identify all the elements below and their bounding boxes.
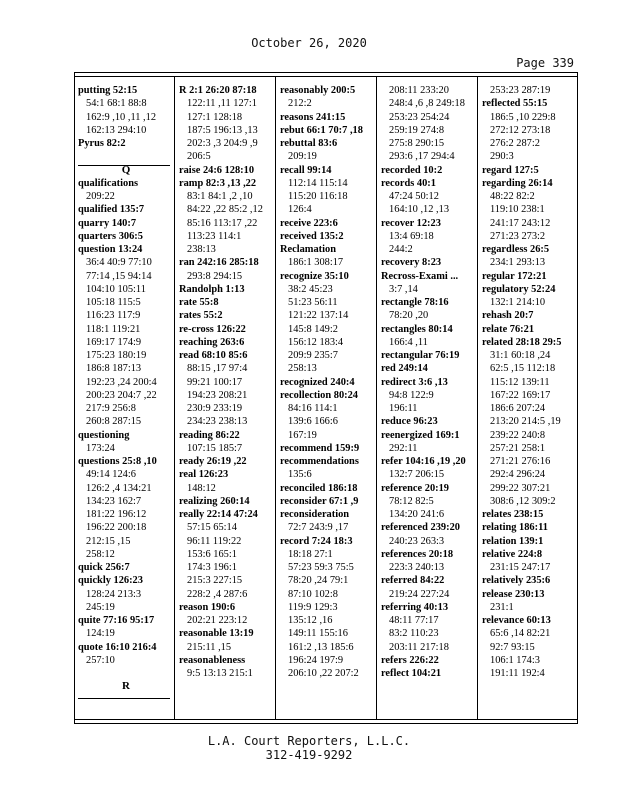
index-entry-reference: 271:21 276:16 [490, 456, 551, 467]
index-entry-reference: 174:3 196:1 [187, 562, 237, 573]
index-entry-reference [78, 150, 174, 163]
index-entry-term: recognized 240:4 [280, 376, 355, 388]
index-entry-reference: 65:6 ,14 82:21 [490, 628, 551, 640]
index-entry-reference: 209:19 [288, 151, 317, 163]
index-entry-reference: 200:23 204:7 ,22 [86, 389, 157, 401]
index-entry-term: ready 26:19 ,22 [179, 456, 247, 467]
index-entry-term: rectangles 80:14 [381, 323, 453, 335]
index-entry-reference: 234:1 293:13 [490, 257, 546, 269]
index-entry-reference: 231:15 247:17 [490, 562, 551, 573]
index-entry-term: record 7:24 18:3 [280, 535, 353, 547]
index-entry-reference: 272:12 273:18 [490, 124, 551, 136]
index-entry-reference: 88:15 ,17 97:4 [187, 363, 248, 375]
index-entry-reference: 38:2 45:23 [288, 283, 333, 295]
index-entry-reference: 31:1 60:18 ,24 [490, 350, 551, 361]
index-entry-reference: 196:22 200:18 [86, 522, 147, 534]
index-entry-term: recommend 159:9 [280, 442, 360, 454]
page-number: Page 339 [516, 56, 574, 70]
index-entry-term: recover 12:23 [381, 217, 441, 229]
index-entry-reference: 132:7 206:15 [389, 469, 445, 481]
index-entry-reference: 167:22 169:17 [490, 389, 551, 401]
index-entry-term: realizing 260:14 [179, 495, 250, 507]
index-entry-reference: 115:20 116:18 [288, 191, 348, 202]
index-entry-term: question 13:24 [78, 244, 143, 255]
index-entry-reference: 169:17 174:9 [86, 336, 142, 348]
index-entry-reference: 167:19 [288, 429, 317, 441]
index-entry-reference: 248:4 ,6 ,8 249:18 [389, 98, 465, 110]
index-entry-reference: 206:10 ,22 207:2 [288, 668, 359, 679]
index-entry-reference: 121:22 137:14 [288, 310, 349, 322]
index-entry-term: qualified 135:7 [78, 204, 145, 216]
index-entry-reference: 54:1 68:1 88:8 [86, 98, 147, 110]
index-entry-reference: 124:19 [86, 628, 115, 640]
index-entry-term: recall 99:14 [280, 164, 332, 176]
index-entry-term: ramp 82:3 ,13 ,22 [179, 177, 257, 189]
index-entry-reference: 258:13 [288, 363, 317, 375]
index-entry-reference: 119:9 129:3 [288, 601, 338, 613]
index-entry-term: references 20:18 [381, 548, 454, 560]
index-entry-term: quickly 126:23 [78, 575, 143, 587]
index-entry-reference: 134:23 162:7 [86, 495, 142, 507]
index-entry-reference: 308:6 ,12 309:2 [490, 495, 556, 507]
index-column-4 [381, 84, 477, 680]
index-entry-reference: 126:4 [288, 204, 312, 216]
index-entry-term: putting 52:15 [78, 85, 138, 96]
index-entry-term: refers 226:22 [381, 654, 439, 666]
index-entry-reference: 194:23 208:21 [187, 389, 248, 401]
index-entry-reference: 241:17 243:12 [490, 217, 551, 229]
index-entry-term: reading 86:22 [179, 429, 240, 441]
index-entry-reference: 292:11 [389, 442, 418, 454]
index-entry-term: reconsider 67:1 ,9 [280, 495, 359, 507]
index-entry-reference: 260:8 287:15 [86, 416, 142, 428]
index-entry-reference: 78:20 ,24 79:1 [288, 575, 349, 587]
index-entry-reference: 18:18 27:1 [288, 548, 333, 560]
index-entry-reference: 149:11 155:16 [288, 628, 348, 640]
index-entry-reference: 293:6 ,17 294:4 [389, 151, 455, 163]
index-entry-term: recovery 8:23 [381, 257, 442, 269]
index-entry-reference: 239:22 240:8 [490, 429, 546, 441]
index-entry-reference: 99:21 100:17 [187, 376, 243, 388]
index-column-5 [482, 84, 578, 680]
index-entry-reference: 259:19 274:8 [389, 124, 445, 136]
index-entry-reference: 156:12 183:4 [288, 336, 344, 348]
index-column-3 [280, 84, 376, 680]
index-entry-reference: 203:11 217:18 [389, 641, 449, 653]
index-entry-term: Recross-Exami ... [381, 270, 459, 282]
index-entry-reference: 253:23 254:24 [389, 111, 450, 123]
index-entry-term: reaching 263:6 [179, 336, 245, 348]
index-entry-reference: 128:24 213:3 [86, 588, 142, 600]
index-entry-reference: 83:2 110:23 [389, 628, 439, 640]
index-entry-reference: 215:3 227:15 [187, 575, 243, 587]
index-entry-term: regard 127:5 [482, 164, 539, 176]
index-entry-reference: 299:22 307:21 [490, 482, 551, 494]
index-entry-term: Reclamation [280, 244, 336, 255]
index-entry-term: referred 84:22 [381, 575, 445, 587]
index-entry-term: relative 224:8 [482, 548, 543, 560]
index-entry-reference: 166:4 ,11 [389, 336, 428, 348]
index-entry-term: relates 238:15 [482, 509, 544, 520]
index-entry-reference: 62:5 ,15 112:18 [490, 363, 556, 375]
index-entry-reference: 215:11 ,15 [187, 641, 232, 653]
index-entry-reference: 175:23 180:19 [86, 350, 147, 361]
index-entry-reference: 127:1 128:18 [187, 111, 243, 123]
index-entry-term: redirect 3:6 ,13 [381, 376, 448, 388]
index-entry-reference: 57:23 59:3 75:5 [288, 562, 354, 573]
index-entry-reference: 92:7 93:15 [490, 641, 535, 653]
index-entry-reference: 257:21 258:1 [490, 442, 546, 454]
index-entry-term: relation 139:1 [482, 535, 544, 547]
index-entry-term: referenced 239:20 [381, 522, 460, 534]
index-entry-reference [78, 667, 174, 680]
index-entry-term: relating 186:11 [482, 522, 548, 534]
index-entry-reference: 258:12 [86, 548, 115, 560]
index-entry-reference: 181:22 196:12 [86, 509, 147, 520]
index-entry-term: reflect 104:21 [381, 668, 442, 679]
index-entry-term: relatively 235:6 [482, 575, 551, 587]
index-entry-reference: 115:12 139:11 [490, 376, 550, 388]
index-entry-reference: 292:4 296:24 [490, 469, 546, 481]
index-entry-reference: 106:1 174:3 [490, 654, 540, 666]
index-entry-reference: 118:1 119:21 [86, 323, 141, 335]
index-entry-reference: 132:1 214:10 [490, 297, 546, 308]
index-entry-reference: 9:5 13:13 215:1 [187, 668, 253, 679]
index-entry-reference: 202:21 223:12 [187, 615, 248, 626]
index-entry-term: received 135:2 [280, 230, 344, 242]
index-entry-reference: 196:24 197:9 [288, 654, 344, 666]
letter-heading: Q [121, 163, 131, 176]
index-entry-reference: 234:23 238:13 [187, 416, 248, 428]
index-entry-term: rehash 20:7 [482, 310, 534, 322]
index-entry-reference: 112:14 115:14 [288, 177, 348, 189]
index-entry-term: reduce 96:23 [381, 416, 438, 428]
index-entry-reference: 191:11 192:4 [490, 668, 545, 679]
index-entry-reference: 196:11 [389, 403, 418, 414]
index-entry-term: referring 40:13 [381, 601, 449, 613]
index-entry-term: reasons 241:15 [280, 111, 346, 123]
index-entry-term: records 40:1 [381, 177, 436, 189]
index-entry-reference: 253:23 287:19 [490, 85, 551, 96]
index-entry-reference: 135:6 [288, 469, 312, 481]
index-entry-term: quite 77:16 95:17 [78, 615, 155, 626]
index-entry-reference: 135:12 ,16 [288, 615, 333, 626]
index-entry-term: reenergized 169:1 [381, 429, 460, 441]
index-entry-reference: 78:12 82:5 [389, 495, 434, 507]
index-entry-term: release 230:13 [482, 588, 545, 600]
index-entry-reference: 161:2 ,13 185:6 [288, 641, 354, 653]
index-entry-term: refer 104:16 ,19 ,20 [381, 456, 466, 467]
index-entry-reference: 153:6 165:1 [187, 548, 237, 560]
footer-company: L.A. Court Reporters, L.L.C. [207, 734, 411, 748]
index-entry-reference: 13:4 69:18 [389, 230, 434, 242]
index-entry-reference: 244:2 [389, 244, 413, 255]
index-entry-reference: 164:10 ,12 ,13 [389, 204, 450, 216]
index-entry-term: rebuttal 83:6 [280, 138, 338, 149]
index-entry-term: red 249:14 [381, 363, 428, 375]
index-entry-term: Randolph 1:13 [179, 283, 245, 295]
index-entry-term: rectangular 76:19 [381, 350, 460, 361]
index-entry-reference: 134:20 241:6 [389, 509, 445, 520]
index-entry-term: ran 242:16 285:18 [179, 257, 259, 269]
index-entry-reference: 271:23 273:2 [490, 230, 546, 242]
index-entry-term: qualifications [78, 177, 139, 189]
index-entry-reference: 223:3 240:13 [389, 562, 445, 573]
index-entry-reference: 186:8 187:13 [86, 363, 142, 375]
index-entry-reference: 209:22 [86, 191, 115, 202]
index-entry-reference: 145:8 149:2 [288, 323, 338, 335]
index-entry-term: read 68:10 85:6 [179, 350, 248, 361]
index-column-2 [179, 84, 275, 680]
index-entry-term: relate 76:21 [482, 323, 535, 335]
index-entry-reference: 186:5 ,10 229:8 [490, 111, 556, 123]
index-entry-reference: 85:16 113:17 ,22 [187, 217, 258, 229]
index-entry-term: reasonable 13:19 [179, 628, 254, 640]
index-entry-term: questioning [78, 429, 130, 441]
index-entry-reference: 212:15 ,15 [86, 535, 131, 547]
transcript-date: October 26, 2020 [251, 36, 367, 50]
index-entry-reference: 212:2 [288, 98, 312, 110]
column-divider [275, 76, 276, 720]
index-entry-term: raise 24:6 128:10 [179, 164, 255, 176]
index-bottom-rule [74, 719, 578, 720]
index-entry-term: regulatory 52:24 [482, 283, 556, 295]
index-entry-reference: 240:23 263:3 [389, 535, 445, 547]
index-entry-term: reason 190:6 [179, 601, 236, 613]
index-entry-reference: 48:11 77:17 [389, 615, 439, 626]
index-entry-term: recorded 10:2 [381, 164, 443, 176]
footer-phone: 312-419-9292 [265, 748, 353, 762]
index-entry-reference: 84:22 ,22 85:2 ,12 [187, 204, 263, 216]
index-entry-term: regular 172:21 [482, 270, 547, 282]
index-entry-term: rates 55:2 [179, 310, 223, 322]
index-entry-reference: 104:10 105:11 [86, 283, 146, 295]
index-entry-reference: 208:11 233:20 [389, 85, 449, 96]
index-entry-reference: 230:9 233:19 [187, 403, 243, 414]
index-entry-reference: 290:3 [490, 151, 514, 163]
index-entry-term: reconciled 186:18 [280, 482, 358, 494]
index-entry-reference: 187:5 196:13 ,13 [187, 124, 258, 136]
index-entry-reference: 105:18 115:5 [86, 297, 141, 308]
index-entry-term: regardless 26:5 [482, 244, 550, 255]
index-entry-reference: 57:15 65:14 [187, 522, 237, 534]
index-entry-reference: 47:24 50:12 [389, 191, 439, 202]
index-entry-term: R 2:1 26:20 87:18 [179, 85, 257, 96]
index-entry-reference: 231:1 [490, 601, 514, 613]
index-entry-reference: 186:1 308:17 [288, 257, 344, 269]
index-entry-reference: 162:13 294:10 [86, 124, 147, 136]
index-entry-reference: 293:8 294:15 [187, 270, 243, 282]
index-entry-reference: 94:8 122:9 [389, 389, 434, 401]
index-entry-reference: 83:1 84:1 ,2 ,10 [187, 191, 253, 202]
index-entry-term: really 22:14 47:24 [179, 509, 258, 520]
index-column-1 [78, 84, 174, 694]
index-entry-reference: 48:22 82:2 [490, 191, 535, 202]
index-entry-term: relevance 60:13 [482, 615, 551, 626]
index-entry-reference: 275:8 290:15 [389, 138, 445, 149]
letter-heading: R [122, 680, 130, 693]
index-entry-reference: 139:6 166:6 [288, 416, 338, 428]
index-entry-term: recognize 35:10 [280, 270, 349, 282]
index-entry-reference: 148:12 [187, 482, 216, 494]
index-entry-term: rectangle 78:16 [381, 297, 449, 308]
index-entry-term: reasonableness [179, 654, 246, 666]
index-entry-reference: 96:11 119:22 [187, 535, 242, 547]
index-entry-term: recommendations [280, 456, 359, 467]
index-entry-term: reference 20:19 [381, 482, 449, 494]
index-entry-reference: 238:13 [187, 244, 216, 255]
index-entry-reference: 276:2 287:2 [490, 138, 540, 149]
index-entry-reference: 257:10 [86, 654, 115, 666]
index-entry-reference: 217:9 256:8 [86, 403, 136, 414]
column-divider [174, 76, 175, 720]
index-entry-reference: 162:9 ,10 ,11 ,12 [86, 111, 157, 123]
index-entry-reference: 3:7 ,14 [389, 283, 418, 295]
column-divider [477, 76, 478, 720]
index-entry-reference: 213:20 214:5 ,19 [490, 416, 561, 428]
column-divider [376, 76, 377, 720]
index-entry-reference: 209:9 235:7 [288, 350, 338, 361]
index-entry-term: quarters 306:5 [78, 230, 143, 242]
index-entry-reference: 36:4 40:9 77:10 [86, 257, 152, 269]
index-entry-term: real 126:23 [179, 469, 229, 481]
letter-r-rule [78, 698, 170, 699]
index-entry-term: quarry 140:7 [78, 217, 137, 229]
index-entry-reference: 49:14 124:6 [86, 469, 136, 481]
index-entry-reference: 173:24 [86, 442, 115, 454]
index-entry-reference: 219:24 227:24 [389, 588, 450, 600]
index-entry-term: quote 16:10 216:4 [78, 641, 157, 653]
index-entry-term: questions 25:8 ,10 [78, 456, 157, 467]
index-entry-term: regarding 26:14 [482, 177, 553, 189]
index-entry-reference: 78:20 ,20 [389, 310, 429, 322]
index-entry-term: rebut 66:1 70:7 ,18 [280, 124, 363, 136]
index-entry-term: quick 256:7 [78, 562, 130, 573]
index-entry-term: re-cross 126:22 [179, 323, 246, 335]
index-entry-reference: 192:23 ,24 200:4 [86, 376, 157, 388]
index-entry-reference: 72:7 243:9 ,17 [288, 522, 349, 534]
index-entry-reference: 51:23 56:11 [288, 297, 338, 308]
index-entry-reference: 202:3 ,3 204:9 ,9 [187, 138, 258, 149]
index-entry-term: Pyrus 82:2 [78, 138, 126, 149]
index-entry-reference: 87:10 102:8 [288, 588, 338, 600]
index-entry-reference: 84:16 114:1 [288, 403, 338, 414]
index-entry-reference: 122:11 ,11 127:1 [187, 98, 257, 110]
index-entry-reference: 245:19 [86, 601, 115, 613]
index-entry-term: reflected 55:15 [482, 98, 548, 110]
index-entry-term: reasonably 200:5 [280, 85, 356, 96]
index-entry-term: recollection 80:24 [280, 389, 359, 401]
index-entry-reference: 107:15 185:7 [187, 442, 243, 454]
index-entry-reference: 126:2 ,4 134:21 [86, 482, 152, 494]
index-entry-term: related 28:18 29:5 [482, 336, 562, 348]
index-entry-term: reconsideration [280, 509, 350, 520]
index-entry-reference: 206:5 [187, 151, 211, 163]
index-entry-reference: 119:10 238:1 [490, 204, 545, 216]
index-entry-term: receive 223:6 [280, 217, 338, 229]
index-entry-reference: 116:23 117:9 [86, 310, 141, 322]
index-entry-reference: 228:2 ,4 287:6 [187, 588, 248, 600]
index-entry-reference: 186:6 207:24 [490, 403, 546, 414]
index-entry-reference: 113:23 114:1 [187, 230, 242, 242]
index-top-rule [74, 76, 578, 77]
index-entry-term: rate 55:8 [179, 297, 219, 308]
index-entry-reference: 77:14 ,15 94:14 [86, 270, 152, 282]
